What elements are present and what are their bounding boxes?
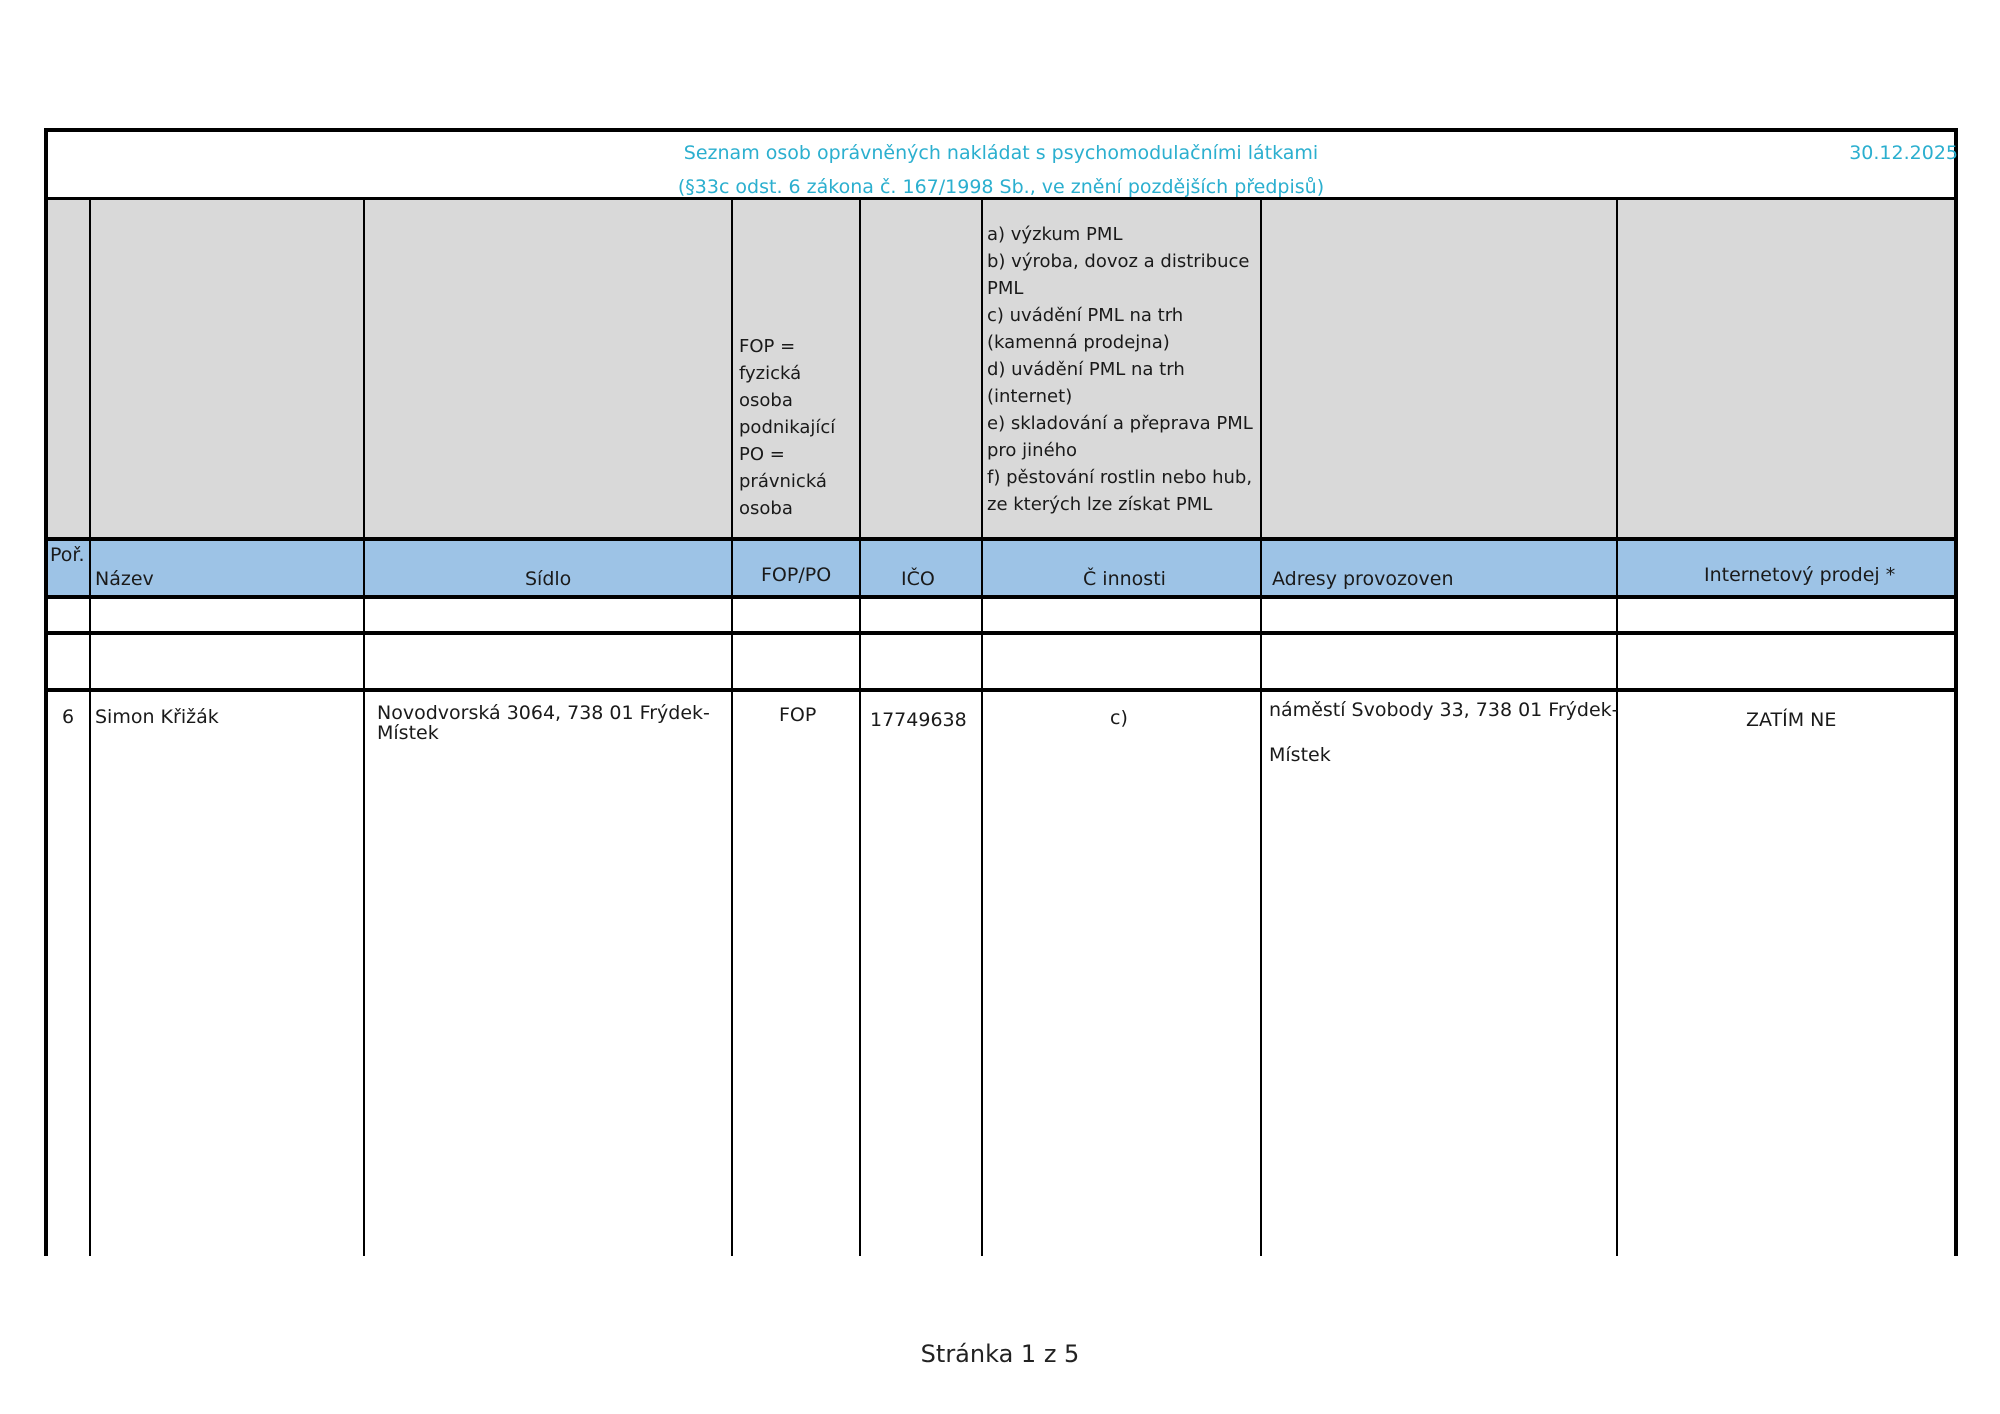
legend-cell-adresy — [1262, 200, 1618, 538]
row-sidlo-line1: Novodvorská 3064, 738 01 Frýdek- — [377, 702, 710, 724]
rule-empty-row-1 — [44, 631, 1958, 635]
grid-divider — [89, 599, 91, 1256]
col-header-ico: IČO — [861, 541, 983, 596]
legend-cell-sidlo — [365, 200, 733, 538]
row-por: 6 — [62, 706, 75, 728]
grid-left-border — [44, 599, 48, 1256]
rule-header-bottom — [44, 537, 1958, 541]
grid-right-border — [1954, 599, 1958, 1256]
legend-cell-ico — [861, 200, 983, 538]
legend-cell-por — [44, 200, 91, 538]
grid-divider — [363, 599, 365, 1256]
grid-divider — [1616, 599, 1618, 1256]
row-internet: ZATÍM NE — [1746, 709, 1837, 731]
legend-cell-fop-po — [733, 200, 861, 538]
legend-cell-cinnosti — [983, 200, 1262, 538]
grid-divider — [859, 599, 861, 1256]
legend-cell-internet — [1618, 200, 1958, 538]
grid-divider — [1260, 599, 1262, 1256]
rule-labels-bottom — [44, 595, 1958, 599]
cinnosti-legend: a) výzkum PML b) výroba, dovoz a distribuce PML c) uvádění PML na trh (kamenná prodejna) d) uvádění PML na trh (internet) e) skladování a přeprava PML pro jiného f) pěstování rostlin nebo hub, ze kterých lze získat PML — [987, 224, 1253, 515]
row-cinnosti: c) — [1110, 707, 1128, 729]
page-number: Stránka 1 z 5 — [920, 1340, 1080, 1368]
grid-divider — [731, 599, 733, 1256]
row-adresy-line2: Místek — [1269, 744, 1331, 766]
row-adresy-line1: náměstí Svobody 33, 738 01 Frýdek- — [1269, 699, 1619, 721]
col-header-sidlo: Sídlo — [365, 541, 733, 596]
row-sidlo-line2: Místek — [377, 722, 439, 744]
row-fop-po: FOP — [779, 704, 817, 726]
document-title: Seznam osob oprávněných nakládat s psychomodulačními látkami — [683, 142, 1319, 164]
col-header-adresy: Adresy provozoven — [1262, 541, 1618, 596]
fop-po-legend: FOP = fyzická osoba podnikající PO = právnická osoba — [739, 336, 836, 519]
title-block — [44, 128, 1958, 200]
row-ico: 17749638 — [870, 709, 967, 731]
rule-empty-row-2 — [44, 688, 1958, 692]
col-header-cinnosti: Č innosti — [983, 541, 1262, 596]
grid-divider — [981, 599, 983, 1256]
document-subtitle: (§33c odst. 6 zákona č. 167/1998 Sb., ve znění pozdějších předpisů) — [677, 176, 1325, 198]
legend-cell-nazev — [91, 200, 365, 538]
col-header-nazev: Název — [91, 541, 365, 596]
col-header-fop-po: FOP/PO — [733, 541, 861, 596]
document-date: 30.12.2025 — [1849, 142, 1958, 164]
row-nazev: Simon Křižák — [95, 706, 219, 728]
col-header-por: Poř. — [44, 541, 91, 596]
col-header-internet: Internetový prodej * — [1618, 541, 1958, 596]
